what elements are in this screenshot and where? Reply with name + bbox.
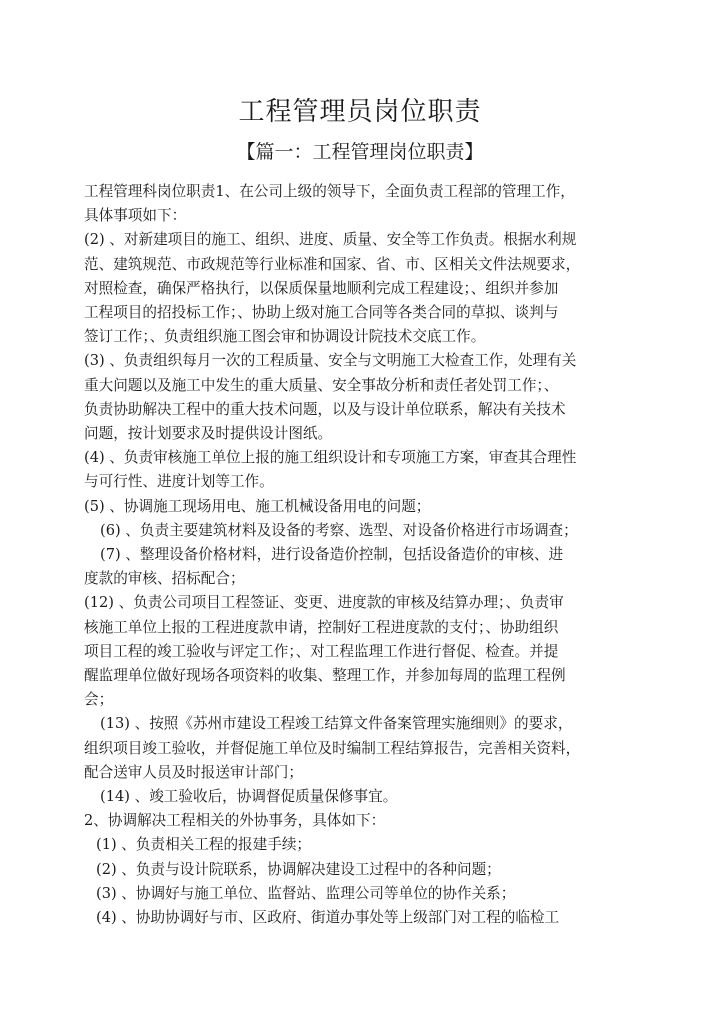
body-line: (6) 、负责主要建筑材料及设备的考察、选型、对设备价格进行市场调查； bbox=[100, 521, 578, 539]
document-body bbox=[84, 180, 624, 930]
body-line: (7) 、整理设备价格材料，进行设备造价控制，包括设备造价的审核、进 bbox=[100, 546, 564, 564]
body-line: 度款的审核、招标配合； bbox=[84, 570, 245, 588]
body-line: (13) 、按照《苏州市建设工程竣工结算文件备案管理实施细则》的要求， bbox=[100, 715, 573, 733]
body-line: (4) 、负责审核施工单位上报的施工组织设计和专项施工方案，审查其合理性 bbox=[84, 449, 577, 467]
body-line: 范、建筑规范、市政规范等行业标准和国家、省、市、区相关文件法规要求， bbox=[84, 255, 581, 273]
body-line: 重大问题以及施工中发生的重大质量、安全事故分析和责任者处罚工作；、 bbox=[84, 376, 559, 394]
body-line: (3) 、负责组织每月一次的工程质量、安全与文明施工大检查工作，处理有关 bbox=[84, 352, 577, 370]
body-line: 对照检查，确保严格执行，以保质保量地顺利完成工程建设；、组织并参加 bbox=[84, 279, 559, 297]
body-line: 会； bbox=[84, 691, 114, 709]
body-line: (14) 、竣工验收后，协调督促质量保修事宜。 bbox=[100, 788, 398, 806]
document-title: 工程管理员岗位职责 bbox=[238, 97, 482, 127]
body-line: (2) 、负责与设计院联系，协调解决建设工过程中的各种问题； bbox=[96, 860, 501, 878]
body-line: 醒监理单位做好现场各项资料的收集、整理工作，并参加每周的监理工程例 bbox=[84, 667, 566, 685]
body-line: (1) 、负责相关工程的报建手续； bbox=[96, 836, 312, 854]
body-line: 与可行性、进度计划等工作。 bbox=[84, 473, 274, 491]
body-line: 核施工单位上报的工程进度款申请，控制好工程进度款的支付；、协助组织 bbox=[84, 618, 559, 636]
body-line: (5) 、协调施工现场用电、施工机械设备用电的问题； bbox=[84, 497, 431, 515]
body-line: 工程管理科岗位职责1、在公司上级的领导下，全面负责工程部的管理工作， bbox=[84, 183, 575, 200]
body-line: 配合送审人员及时报送审计部门； bbox=[84, 763, 303, 781]
body-line: 组织项目竣工验收，并督促施工单位及时编制工程结算报告，完善相关资料， bbox=[84, 739, 581, 757]
body-line: 工程项目的招投标工作；、协助上级对施工合同等各类合同的草拟、谈判与 bbox=[84, 304, 559, 322]
document-subtitle: 【篇一：工程管理岗位职责】 bbox=[236, 141, 484, 163]
body-line: 2、协调解决工程相关的外协事务，具体如下： bbox=[84, 812, 386, 830]
body-line: 负责协助解决工程中的重大技术问题，以及与设计单位联系，解决有关技术 bbox=[84, 400, 566, 418]
body-line: 问题，按计划要求及时提供设计图纸。 bbox=[84, 425, 333, 443]
body-line: (3) 、协调好与施工单位、监督站、监理公司等单位的协作关系； bbox=[96, 884, 516, 902]
body-line: (12) 、负责公司项目工程签证、变更、进度款的审核及结算办理；、负责审 bbox=[84, 594, 564, 612]
body-line: 具体事项如下： bbox=[84, 207, 187, 225]
body-line: 项目工程的竣工验收与评定工作；、对工程监理工作进行督促、检查。并提 bbox=[84, 642, 559, 660]
body-line: 签订工作；、负责组织施工图会审和协调设计院技术交底工作。 bbox=[84, 328, 486, 346]
body-line: (2) 、对新建项目的施工、组织、进度、质量、安全等工作负责。根据水利规 bbox=[84, 231, 577, 249]
body-line: (4) 、协助协调好与市、区政府、街道办事处等上级部门对工程的临检工 bbox=[96, 909, 560, 927]
